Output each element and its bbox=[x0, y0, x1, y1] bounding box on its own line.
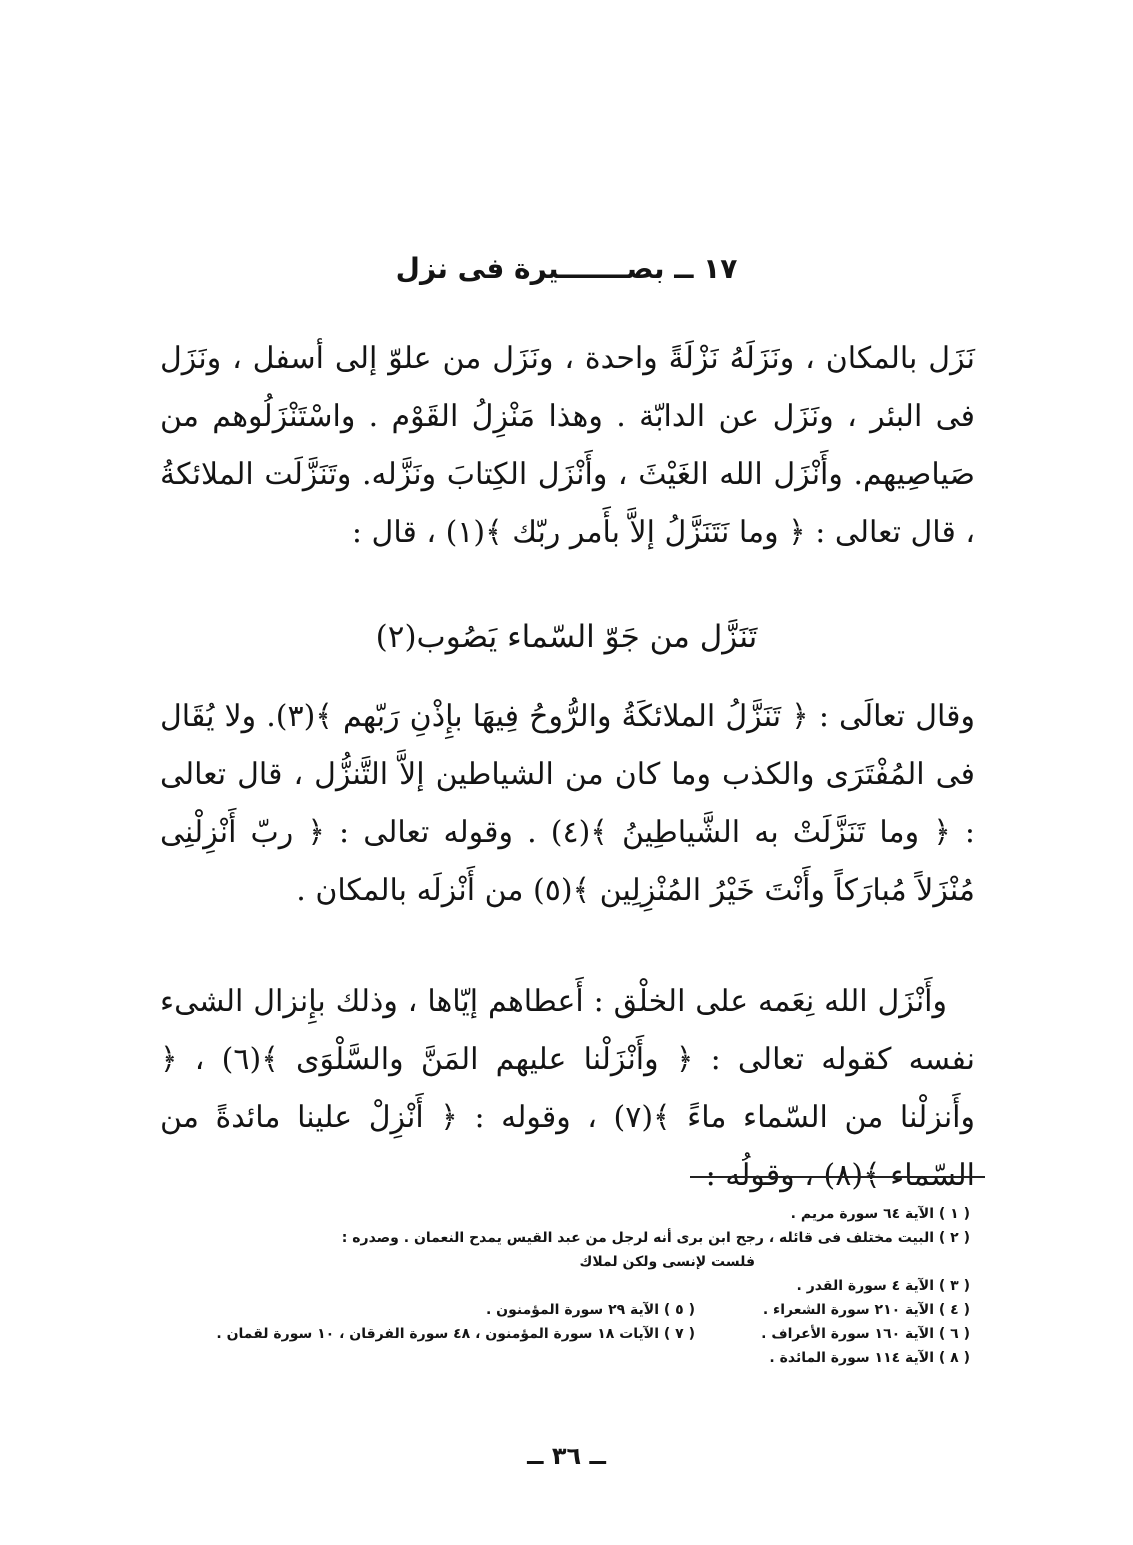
paragraph-3: وأَنْزَل الله نِعَمه على الخلْق : أَعطاهم إيّاها ، وذلك بإِنزال الشىء نفسه كقوله تعالى : ﴿ وأَنْزَلْنا عليهم المَنَّ والسَّلْوَى ﴾(٦) ، ﴿ وأَنزلْنا من السّماء ماءً ﴾(٧) ، وقوله : ﴿ أَنْزِلْ علينا مائدةً من السّماء ﴾(٨) ، وقولُه : bbox=[160, 984, 975, 1193]
footnote-6: ( ٦ ) الآية ١٦٠ سورة الأعراف . bbox=[761, 1326, 970, 1342]
footnote-7: ( ٧ ) الآيات ١٨ سورة المؤمنون ، ٤٨ سورة الفرقان ، ١٠ سورة لقمان . bbox=[216, 1326, 695, 1342]
footnote-3: ( ٣ ) الآية ٤ سورة القدر . bbox=[796, 1278, 970, 1294]
footnote-8: ( ٨ ) الآية ١١٤ سورة المائدة . bbox=[769, 1350, 970, 1366]
poetry-verse: تَنَزَّل من جَوّ السّماء يَصُوب(٢) bbox=[375, 619, 758, 655]
paragraph-1: نَزَل بالمكان ، ونَزَلَهُ نَزْلَةً واحدة ، ونَزَل من علوّ إلى أسفل ، ونَزَل فى البئر ، ونَزَل عن الدابّة . وهذا مَنْزِلُ القَوْم . واسْتَنْزَلُوهم من صَياصِيهم. وأَنْزَل الله الغَيْثَ ، وأَنْزَل الكِتابَ ونَزَّله. وتَنَزَّلَت الملائكةُ ، قال تعالى : ﴿ وما نَتَنَزَّلُ إلاَّ بأَمر ربّك ﴾(١) ، قال : bbox=[160, 341, 975, 550]
section-heading: ١٧ ــ بصـــــــيرة فى نزل bbox=[395, 252, 738, 285]
footnote-2-continuation: فلست لإنسى ولكن لملاك bbox=[579, 1254, 755, 1270]
footnote-4: ( ٤ ) الآية ٢١٠ سورة الشعراء . bbox=[762, 1302, 970, 1318]
page-number: ــ ٣٦ ــ bbox=[527, 1442, 606, 1470]
footnote-1: ( ١ ) الآية ٦٤ سورة مريم . bbox=[790, 1206, 970, 1222]
footnote-2: ( ٢ ) البيت مختلف فى قائله ، رجح ابن برى أنه لرجل من عبد القيس يمدح النعمان . وصدره : bbox=[341, 1230, 970, 1246]
paragraph-2: وقال تعالَى : ﴿ تَنَزَّلُ الملائكَةُ والرُّوحُ فِيهَا بإِذْنِ رَبّهم ﴾(٣). ولا يُقَال فى المُفْتَرَى والكذب وما كان من الشياطين إلاَّ التَّنزُّل ، قال تعالى : ﴿ وما تَنَزَّلَتْ به الشَّياطِينُ ﴾(٤) . وقوله تعالى : ﴿ ربّ أَنْزِلْنِى مُنْزَلاً مُبارَكاً وأَنْتَ خَيْرُ المُنْزِلِين ﴾(٥) من أَنْزلَه بالمكان . bbox=[160, 699, 975, 908]
footnotes bbox=[140, 1202, 970, 1370]
footnote-row-4-5 bbox=[140, 1298, 970, 1322]
footnote-5: ( ٥ ) الآية ٢٩ سورة المؤمنون . bbox=[485, 1302, 695, 1318]
footnote-divider bbox=[690, 1176, 985, 1178]
footnote-row-6-7 bbox=[140, 1322, 970, 1346]
